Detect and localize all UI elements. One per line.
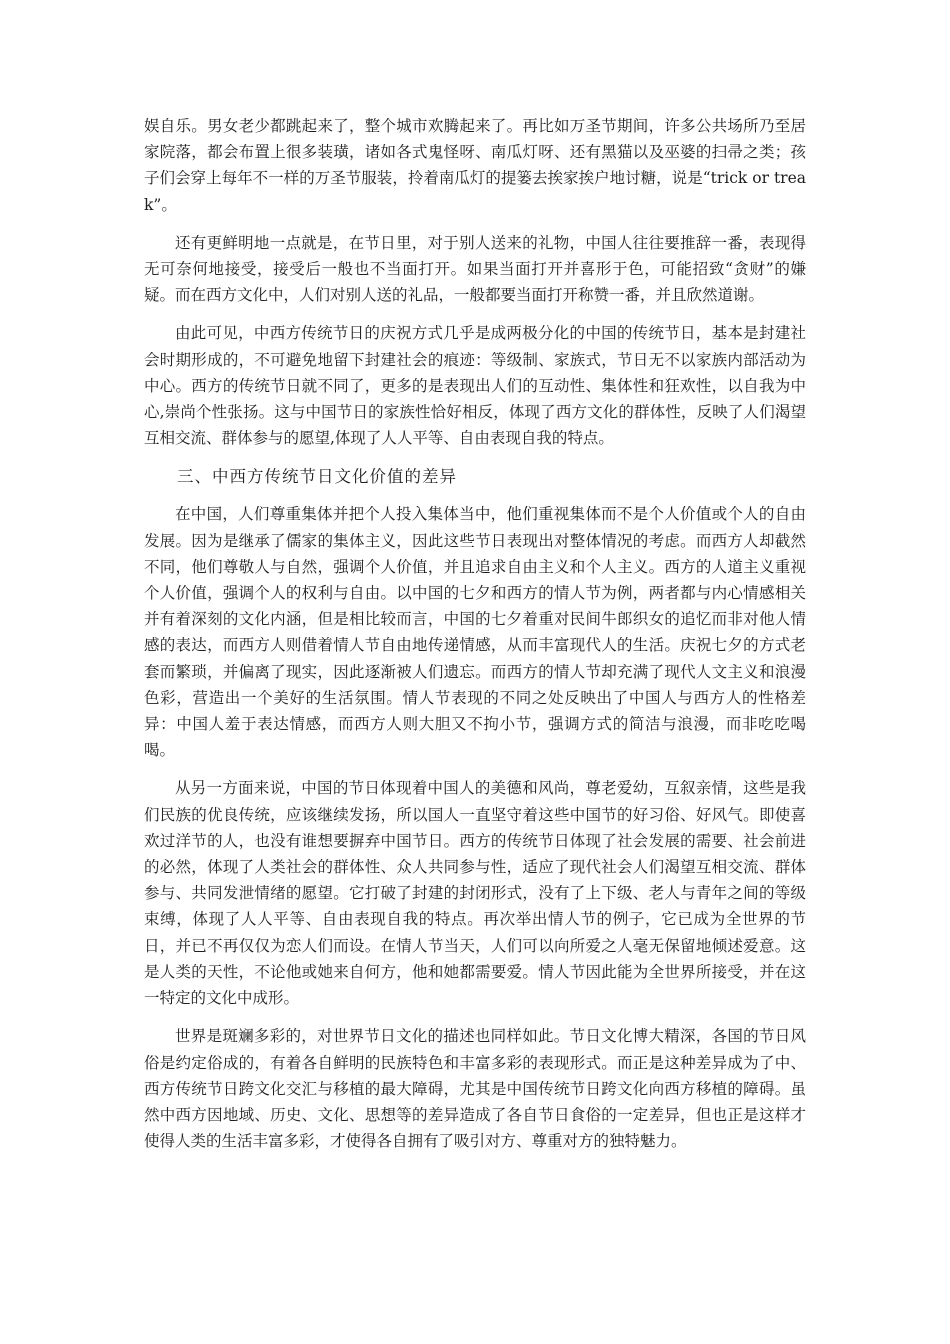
paragraph: 娱自乐。男女老少都跳起来了，整个城市欢腾起来了。再比如万圣节期间，许多公共场所乃至居家院落，都会布置上很多装璜，诸如各式鬼怪呀、南瓜灯呀、还有黑猫以及巫婆的扫帚之类；孩子们会穿上每年不一样的万圣节服装，拎着南瓜灯的提篓去挨家挨户地讨糖，说是“trick or treak”。	[144, 117, 806, 214]
paragraph: 还有更鲜明地一点就是，在节日里，对于别人送来的礼物，中国人往往要推辞一番，表现得无可奈何地接受，接受后一般也不当面打开。如果当面打开并喜形于色，可能招致“贪财”的嫌疑。而在西方文化中，人们对别人送的礼品，一般都要当面打开称赞一番，并且欣然道谢。	[144, 233, 806, 305]
paragraph: 世界是斑斓多彩的，对世界节日文化的描述也同样如此。节日文化博大精深，各国的节日风俗是约定俗成的，有着各自鲜明的民族特色和丰富多彩的表现形式。而正是这种差异成为了中、西方传统节日跨文化交汇与移植的最大障碍，尤其是中国传统节日跨文化向西方移植的障碍。虽然中西方因地域、历史、文化、思想等的差异造成了各自节日食俗的一定差异，但也正是这样才使得人类的生活丰富多彩，才使得各自拥有了吸引对方、尊重对方的独特魅力。	[144, 1027, 806, 1151]
paragraph: 由此可见，中西方传统节日的庆祝方式几乎是成两极分化的中国的传统节日，基本是封建社会时期形成的，不可避免地留下封建社会的痕迹：等级制、家族式，节日无不以家族内部活动为中心。西方的传统节日就不同了，更多的是表现出人们的互动性、集体性和狂欢性，以自我为中心,崇尚个性张扬。这与中国节日的家族性恰好相反，体现了西方文化的群体性，反映了人们渴望互相交流、群体参与的愿望,体现了人人平等、自由表现自我的特点。	[144, 324, 806, 448]
paragraph: 在中国，人们尊重集体并把个人投入集体当中，他们重视集体而不是个人价值或个人的自由发展。因为是继承了儒家的集体主义，因此这些节日表现出对整体情况的考虑。而西方人却截然不同，他们尊敬人与自然，强调个人价值，并且追求自由主义和个人主义。西方的人道主义重视个人价值，强调个人的权利与自由。以中国的七夕和西方的情人节为例，两者都与内心情感相关并有着深刻的文化内涵，但是相比较而言，中国的七夕着重对民间牛郎织女的追忆而非对他人情感的表达，而西方人则借着情人节自由地传递情感，从而丰富现代人的生活。庆祝七夕的方式老套而繁琐，并偏离了现实，因此逐渐被人们遗忘。而西方的情人节却充满了现代人文主义和浪漫色彩，营造出一个美好的生活氛围。情人节表现的不同之处反映出了中国人与西方人的性格差异：中国人羞于表达情感，而西方人则大胆又不拘小节，强调方式的简洁与浪漫，而非吃吃喝喝。	[144, 505, 806, 760]
section-heading: 三、中西方传统节日文化价值的差异	[177, 467, 457, 487]
document-body	[144, 113, 806, 1166]
paragraph: 从另一方面来说，中国的节日体现着中国人的美德和风尚，尊老爱幼，互叙亲情，这些是我们民族的优良传统，应该继续发扬，所以国人一直坚守着这些中国节的好习俗、好风气。即使喜欢过洋节的人，也没有谁想要摒弃中国节日。西方的传统节日体现了社会发展的需要、社会前进的必然，体现了人类社会的群体性、众人共同参与性，适应了现代社会人们渴望互相交流、群体参与、共同发泄情绪的愿望。它打破了封建的封闭形式，没有了上下级、老人与青年之间的等级束缚，体现了人人平等、自由表现自我的特点。再次举出情人节的例子，它已成为全世界的节日，并已不再仅仅为恋人们而设。在情人节当天，人们可以向所爱之人毫无保留地倾述爱意。这是人类的天性，不论他或她来自何方，他和她都需要爱。情人节因此能为全世界所接受，并在这一特定的文化中成形。	[144, 779, 806, 1008]
